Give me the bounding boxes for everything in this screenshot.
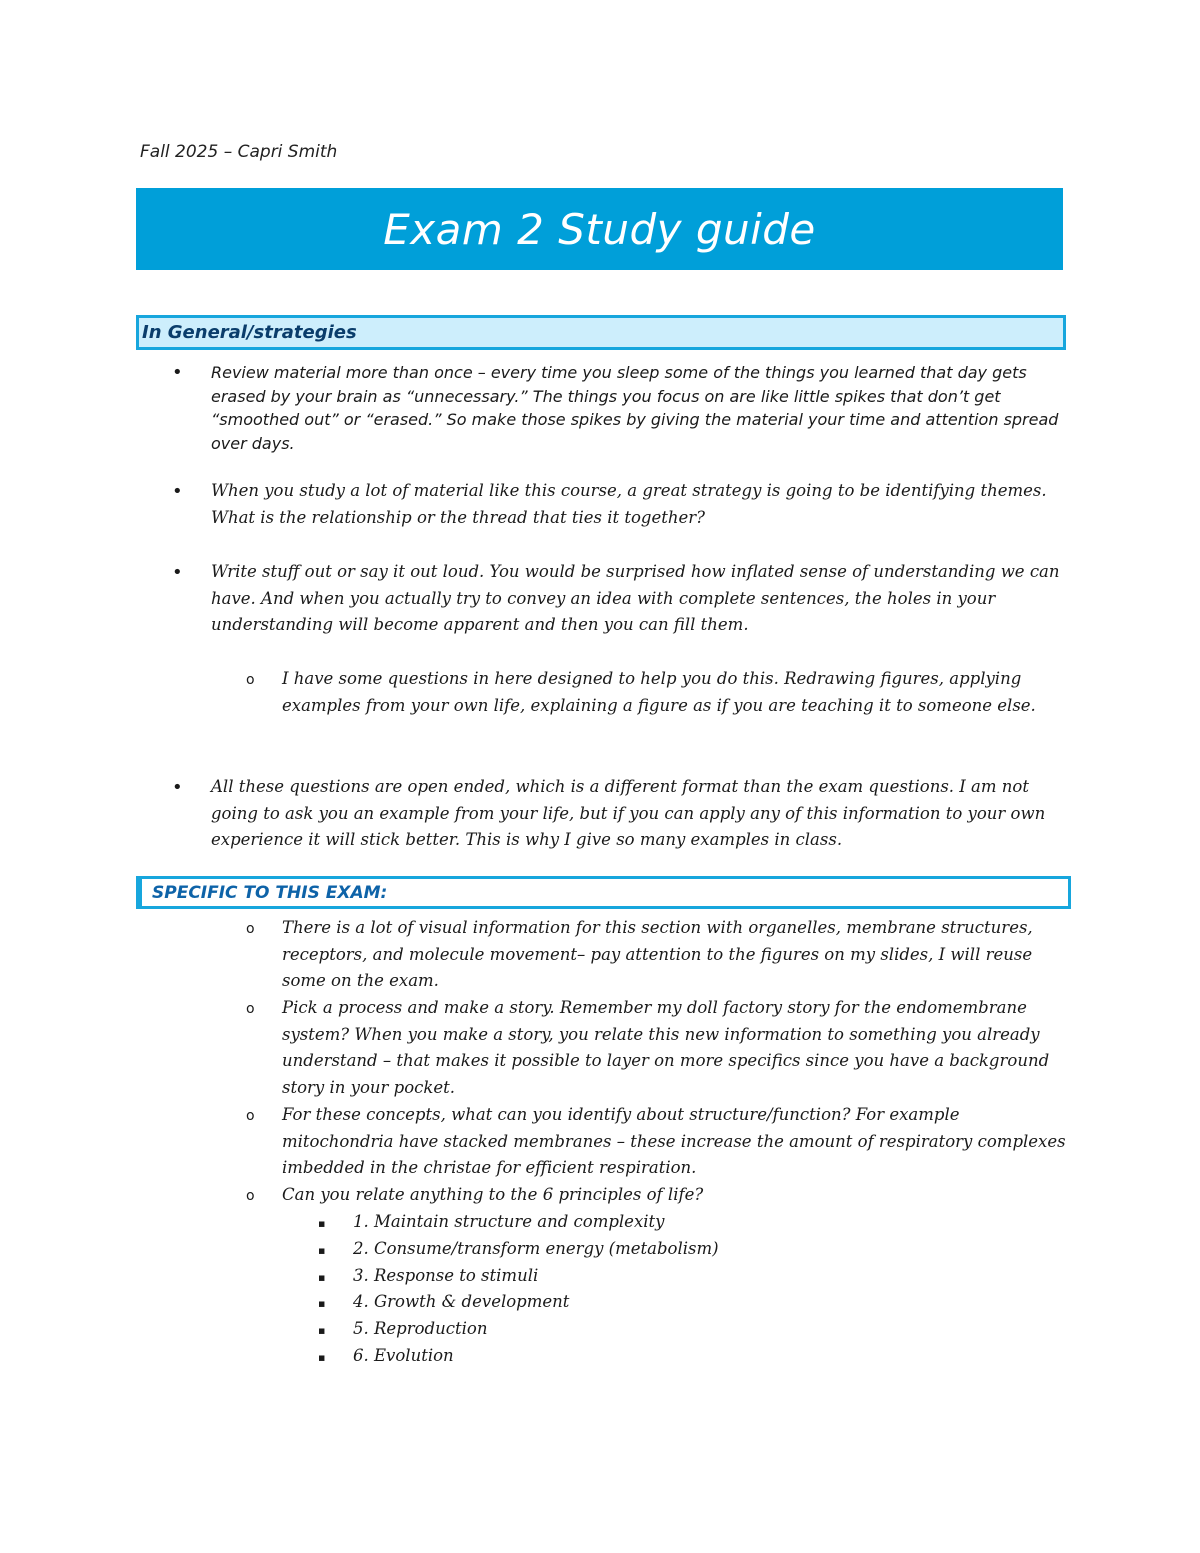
sub-bullet-marker: o xyxy=(246,1001,255,1017)
general-bullet-3: Write stuff out or say it out loud. You would be surprised how inflated sense of understanding we can have. And when you actually try to convey an idea with complete sentences, the holes in your understanding will become apparent and then you can fill them. xyxy=(211,562,1060,634)
section-heading-general-text: In General/strategies xyxy=(142,322,357,343)
general-sub-bullet: I have some questions in here designed to help you do this. Redrawing figures, applying examples from your own life, explaining a figure as if you are teaching it to someone else. xyxy=(282,669,1036,715)
bullet-marker: • xyxy=(172,481,183,502)
document-title: Exam 2 Study guide xyxy=(383,204,816,254)
principle-item: 6. Evolution xyxy=(353,1346,454,1365)
general-bullet-1: Review material more than once – every time you sleep some of the things you learned that day gets erased by your brain as “unnecessary.” The things you focus on are like little spikes that don’t get “smoothed out” or “erased.” So make those spikes by giving the material your time and attention spread over days. xyxy=(211,363,1059,453)
square-bullet-marker: ▪ xyxy=(318,1324,326,1337)
section-heading-general xyxy=(136,315,1066,350)
principle-item: 1. Maintain structure and complexity xyxy=(353,1212,665,1231)
square-bullet-marker: ▪ xyxy=(318,1351,326,1364)
sub-bullet-marker: o xyxy=(246,921,255,937)
principle-item: 3. Response to stimuli xyxy=(353,1266,539,1285)
square-bullet-marker: ▪ xyxy=(318,1244,326,1257)
principle-item: 5. Reproduction xyxy=(353,1319,488,1338)
specific-item-1: There is a lot of visual information for this section with organelles, membrane structures, receptors, and molecule movement– pay attention to the figures on my slides, I will reuse some on the exam. xyxy=(282,918,1033,990)
section-heading-specific xyxy=(136,876,1071,909)
principle-item: 2. Consume/transform energy (metabolism) xyxy=(353,1239,719,1258)
bullet-marker: • xyxy=(172,562,183,583)
square-bullet-marker: ▪ xyxy=(318,1271,326,1284)
bullet-marker: • xyxy=(172,777,183,798)
section-heading-specific-text: SPECIFIC TO THIS EXAM: xyxy=(152,882,388,903)
specific-item-2: Pick a process and make a story. Remember my doll factory story for the endomembrane system? When you make a story, you relate this new information to something you already understand – that makes it possible to layer on more specifics since you have a background story in your pocket. xyxy=(282,998,1050,1097)
specific-item-4: Can you relate anything to the 6 principles of life? xyxy=(282,1185,704,1204)
title-banner xyxy=(136,188,1063,270)
principle-item: 4. Growth & development xyxy=(353,1292,570,1311)
sub-bullet-marker: o xyxy=(246,672,255,688)
square-bullet-marker: ▪ xyxy=(318,1297,326,1310)
general-bullet-4: All these questions are open ended, which is a different format than the exam questions. I am not going to ask you an example from your life, but if you can apply any of this information to your own experience it will stick better. This is why I give so many examples in class. xyxy=(211,777,1046,849)
sub-bullet-marker: o xyxy=(246,1188,255,1204)
general-bullet-2: When you study a lot of material like this course, a great strategy is going to be identifying themes. What is the relationship or the thread that ties it together? xyxy=(211,481,1047,527)
specific-item-3: For these concepts, what can you identify about structure/function? For example mitochondria have stacked membranes – these increase the amount of respiratory complexes imbedded in the christae for efficient respiration. xyxy=(282,1105,1066,1177)
square-bullet-marker: ▪ xyxy=(318,1217,326,1230)
bullet-marker: • xyxy=(172,362,183,383)
sub-bullet-marker: o xyxy=(246,1108,255,1124)
author-byline: Fall 2025 – Capri Smith xyxy=(140,142,338,162)
